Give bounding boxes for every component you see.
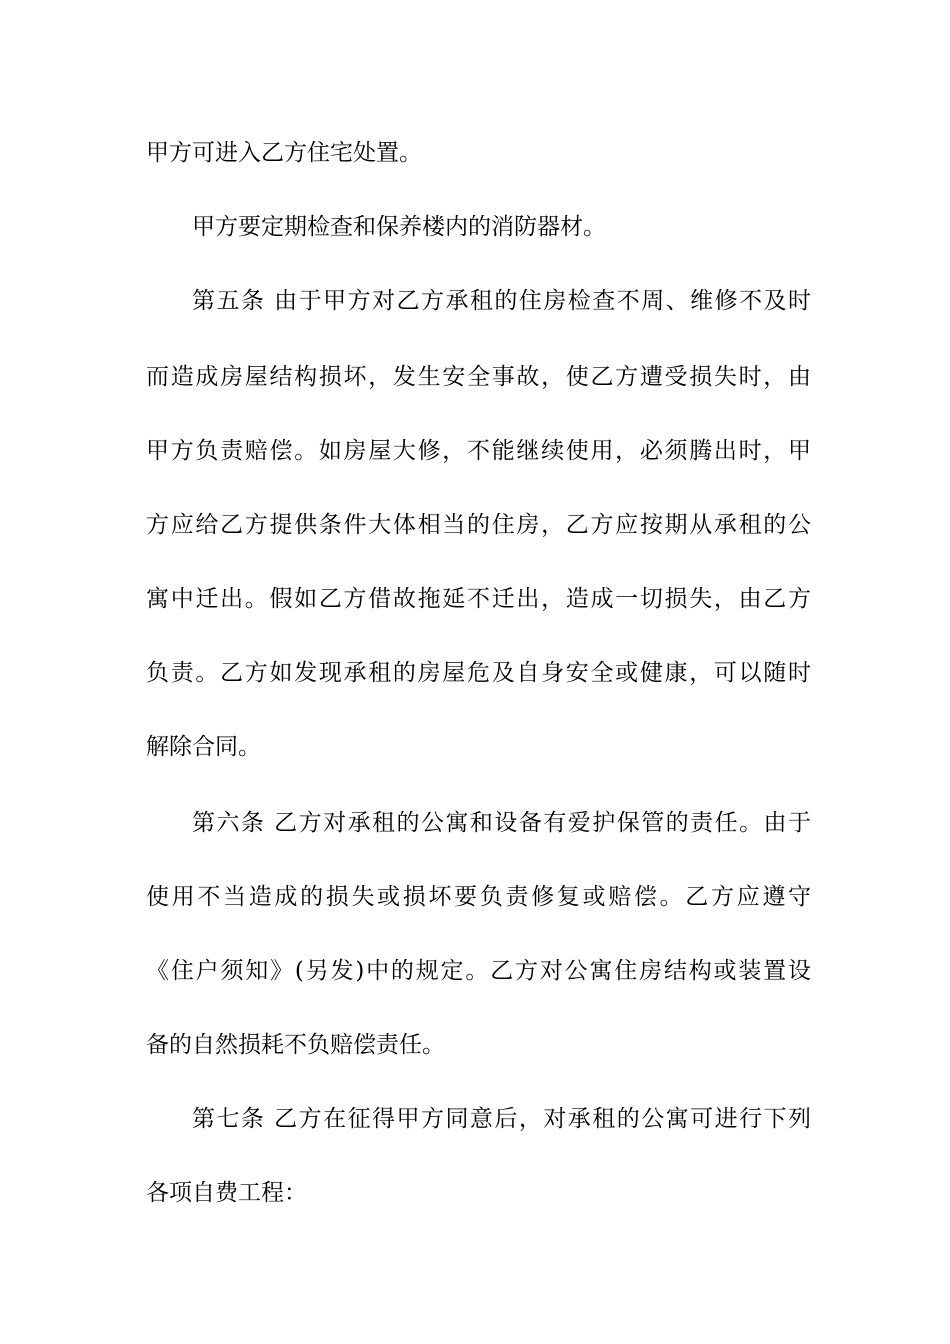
text-line: 甲方可进入乙方住宅处置。 — [146, 140, 422, 166]
text-line: 第七条 乙方在征得甲方同意后，对承租的公寓可进行下列 — [192, 1106, 811, 1132]
text-line: 甲方负责赔偿。如房屋大修，不能继续使用，必须腾出时，甲 — [146, 438, 811, 464]
text-line: 解除合同。 — [146, 734, 261, 760]
text-line: 使用不当造成的损失或损坏要负责修复或赔偿。乙方应遵守 — [146, 884, 811, 910]
text-line: 负责。乙方如发现承租的房屋危及自身安全或健康，可以随时 — [146, 660, 811, 686]
text-line: 各项自费工程： — [146, 1180, 307, 1206]
text-line: 第六条 乙方对承租的公寓和设备有爱护保管的责任。由于 — [192, 810, 811, 836]
text-line: 寓中迁出。假如乙方借故拖延不迁出，造成一切损失，由乙方 — [146, 586, 811, 612]
text-line: 而造成房屋结构损坏，发生安全事故，使乙方遭受损失时，由 — [146, 364, 811, 390]
text-line: 《住户须知》(另发)中的规定。乙方对公寓住房结构或装置设 — [146, 958, 811, 984]
text-line: 方应给乙方提供条件大体相当的住房，乙方应按期从承租的公 — [146, 512, 811, 538]
text-line: 备的自然损耗不负赔偿责任。 — [146, 1032, 445, 1058]
text-line: 第五条 由于甲方对乙方承租的住房检查不周、维修不及时 — [192, 288, 811, 314]
text-line: 甲方要定期检查和保养楼内的消防器材。 — [192, 214, 606, 240]
